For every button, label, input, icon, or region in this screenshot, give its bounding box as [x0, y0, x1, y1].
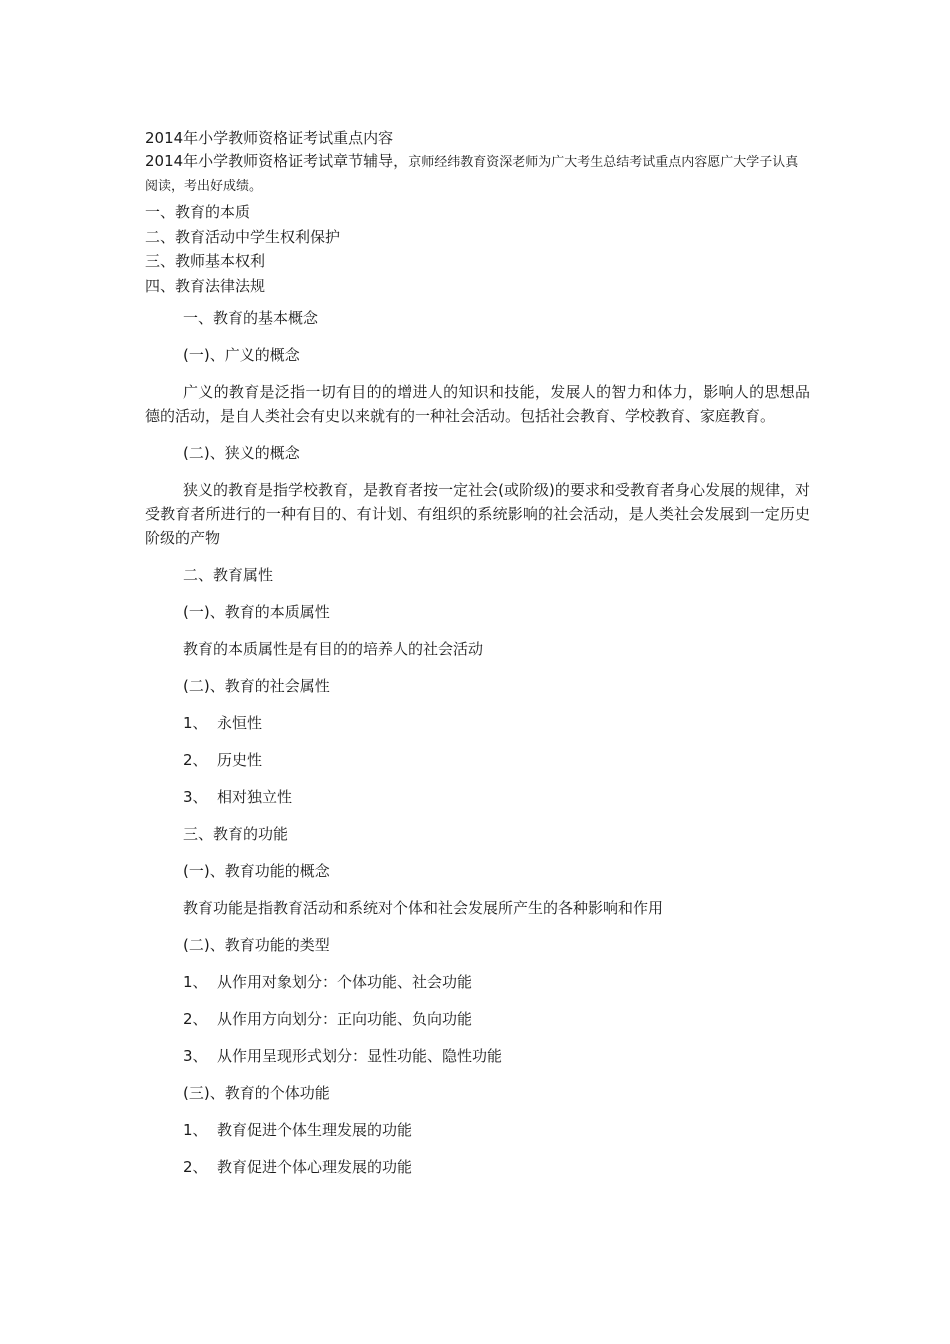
- intro-rest: 京师经纬教育资深老师为广大考生总结考试重点内容愿广大学子认真阅读，考出好成绩。: [145, 155, 799, 194]
- list-item: [145, 1007, 810, 1031]
- body-line: 教育功能是指教育活动和系统对个体和社会发展所产生的各种影响和作用: [183, 899, 664, 917]
- document-body: [145, 306, 810, 1179]
- list-item-number: 1、: [183, 714, 208, 732]
- toc-item: 三、教师基本权利: [145, 252, 266, 270]
- table-of-contents: [145, 200, 810, 298]
- list-item-number: 2、: [183, 1010, 208, 1028]
- body-paragraph: 广义的教育是泛指一切有目的的增进人的知识和技能，发展人的智力和体力，影响人的思想品德的活动，是自人类社会有史以来就有的一种社会活动。包括社会教育、学校教育、家庭教育。: [145, 383, 810, 425]
- subsection-heading: (二)、教育功能的类型: [183, 936, 330, 954]
- subsection-heading: (一)、教育的本质属性: [183, 603, 330, 621]
- list-item-number: 3、: [183, 1047, 208, 1065]
- list-item-text: 教育促进个体生理发展的功能: [217, 1121, 413, 1139]
- list-item-number: 2、: [183, 1158, 208, 1176]
- list-item-number: 3、: [183, 788, 208, 806]
- intro-lead: 2014年小学教师资格证考试章节辅导，: [145, 152, 409, 170]
- section-heading: 三、教育的功能: [183, 825, 289, 843]
- subsection-heading: (二)、狭义的概念: [183, 444, 300, 462]
- subsection-heading: (一)、广义的概念: [183, 346, 300, 364]
- section-heading: 二、教育属性: [183, 566, 274, 584]
- list-item: [145, 711, 810, 735]
- list-item-number: 1、: [183, 973, 208, 991]
- list-item-number: 2、: [183, 751, 208, 769]
- section-heading: 一、教育的基本概念: [183, 309, 319, 327]
- list-item-number: 1、: [183, 1121, 208, 1139]
- list-item-text: 从作用方向划分：正向功能、负向功能: [217, 1010, 473, 1028]
- toc-item: 二、教育活动中学生权利保护: [145, 227, 341, 246]
- subsection-heading: (二)、教育的社会属性: [183, 677, 330, 695]
- list-item-text: 相对独立性: [217, 788, 293, 806]
- list-item: [145, 748, 810, 772]
- list-item-text: 永恒性: [217, 714, 263, 732]
- list-item-text: 教育促进个体心理发展的功能: [217, 1158, 413, 1176]
- subsection-heading: (三)、教育的个体功能: [183, 1084, 330, 1102]
- toc-item: 四、教育法律法规: [145, 276, 266, 295]
- list-item: [145, 1155, 810, 1179]
- document-title: 2014年小学教师资格证考试重点内容: [145, 129, 394, 147]
- subsection-heading: (一)、教育功能的概念: [183, 862, 330, 880]
- list-item: [145, 785, 810, 809]
- toc-item: 一、教育的本质: [145, 203, 251, 221]
- body-line: 教育的本质属性是有目的的培养人的社会活动: [183, 640, 484, 658]
- list-item-text: 从作用对象划分：个体功能、社会功能: [217, 973, 473, 991]
- body-paragraph: 狭义的教育是指学校教育，是教育者按一定社会(或阶级)的要求和受教育者身心发展的规律，对受教育者所进行的一种有目的、有计划、有组织的系统影响的社会活动，是人类社会发展到一定历史阶级的产物: [145, 481, 810, 547]
- list-item: [145, 1118, 810, 1142]
- list-item-text: 从作用呈现形式划分：显性功能、隐性功能: [217, 1047, 503, 1065]
- list-item: [145, 1044, 810, 1068]
- intro-paragraph: [145, 150, 810, 198]
- list-item: [145, 970, 810, 994]
- document-page: [145, 126, 810, 1192]
- list-item-text: 历史性: [217, 751, 263, 769]
